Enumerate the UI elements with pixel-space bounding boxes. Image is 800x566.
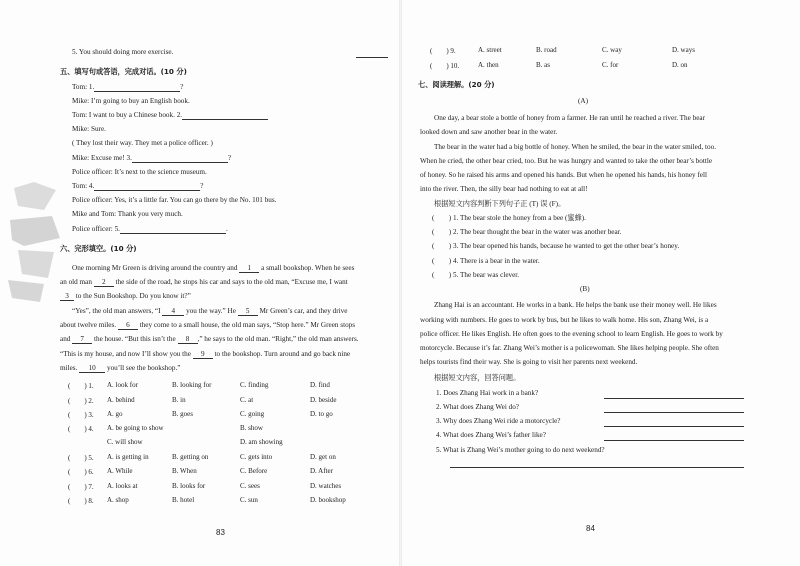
b-line-2: working with numbers. He goes to work by bus, but he likes to walk home. His son, Zhang Wei, is a — [420, 316, 709, 324]
b-line-1: Zhang Hai is an accountant. He works in a bank. He helps the bank use their money well. He likes — [434, 301, 717, 309]
option-row: ( ) 1. — [68, 382, 94, 390]
option-c[interactable]: C. sun — [240, 496, 258, 504]
tf-instruction: 根据短文内容判断下列句子正 (T) 误 (F)。 — [434, 200, 566, 208]
b-line-3: police officer. He likes English. He often goes to the evening school to learn English. He goes to work by — [420, 330, 723, 338]
passage-line-7: “This is my house, and now I’ll show you the 9 to the bookshop. Turn around and go back nine — [60, 350, 351, 358]
option-d[interactable]: D. get on — [310, 453, 336, 461]
option-a[interactable]: A. look for — [107, 381, 138, 389]
page-gutter — [399, 0, 402, 566]
option-row: ( ) 5. — [68, 454, 94, 462]
option-d[interactable]: D. find — [310, 381, 330, 389]
passage-line-3: 3 to the Sun Bookshop. Do you know it?” — [60, 292, 191, 301]
option-d[interactable]: D. After — [310, 467, 333, 475]
answer-line-3[interactable] — [604, 425, 744, 427]
option-a[interactable]: A. is getting in — [107, 453, 149, 461]
option-row: ( ) 10. — [430, 62, 460, 70]
option-c[interactable]: C. going — [240, 410, 265, 418]
option-c[interactable]: C. finding — [240, 381, 269, 389]
dialog-line-10: Mike and Tom: Thank you very much. — [72, 210, 183, 218]
option-row: ( ) 3. — [68, 411, 94, 419]
option-b[interactable]: B. goes — [172, 410, 193, 418]
passage-line-1: One morning Mr Green is driving around the country and 1 a small bookshop. When he sees — [72, 264, 355, 272]
answer-line-5[interactable] — [450, 466, 744, 468]
dialog-line-9: Police officer: Yes, it’s a little far. You can go there by the No. 101 bus. — [72, 196, 277, 204]
blank[interactable]: 2 — [94, 278, 114, 287]
a-line-2: looked down and saw another bear in the water. — [420, 128, 558, 136]
option-b[interactable]: B. in — [172, 396, 186, 404]
option-c[interactable]: C. will show — [107, 438, 143, 446]
dialog-line-8: Tom: 4. ? — [72, 182, 204, 190]
option-b[interactable]: B. road — [536, 46, 557, 54]
blank[interactable]: 1 — [239, 264, 259, 273]
page-number-left: 83 — [216, 528, 225, 537]
passage-line-4: “Yes”, the old man answers, “I 4 you the way.” He 5 Mr Green’s car, and they drive — [72, 307, 348, 315]
tf-item-1[interactable]: ( ) 1. The bear stole the honey from a bee (蜜蜂). — [432, 214, 586, 222]
option-c[interactable]: C. sees — [240, 482, 260, 490]
dialog-line-11: Police officer: 5. . — [72, 225, 228, 233]
tf-item-2[interactable]: ( ) 2. The bear thought the bear in the water was another bear. — [432, 228, 622, 236]
option-a[interactable]: A. behind — [107, 396, 135, 404]
blank[interactable]: 6 — [118, 321, 138, 330]
option-d[interactable]: D. beside — [310, 396, 337, 404]
question-1: 1. Does Zhang Hai work in a bank? — [436, 389, 539, 397]
passage-b-label: (B) — [580, 285, 590, 293]
option-a[interactable]: A. shop — [107, 496, 129, 504]
option-c[interactable]: C. way — [602, 46, 622, 54]
section-5-title: 五、填写句或答语，完成对话。(10 分) — [60, 67, 187, 76]
b-line-4: motorcycle. Because it’s far. Zhang Wei’s mother is a policewoman. She likes helping people. She often — [420, 344, 719, 352]
page-number-right: 84 — [586, 524, 595, 533]
blank[interactable]: 7 — [72, 335, 92, 344]
option-a[interactable]: A. then — [478, 61, 499, 69]
tf-item-4[interactable]: ( ) 4. There is a bear in the water. — [432, 257, 540, 265]
option-row: ( ) 6. — [68, 468, 94, 476]
option-a[interactable]: A. looks at — [107, 482, 138, 490]
a-line-4: When he cried, the other bear cried, too. But he was hungry and wanted to take the other bear’s bottle — [420, 157, 713, 165]
option-d[interactable]: D. to go — [310, 410, 333, 418]
passage-line-2: an old man 2 the side of the road, he stops his car and says to the old man, “Excuse me, I want — [60, 278, 348, 286]
option-d[interactable]: D. am showing — [240, 438, 283, 446]
option-b[interactable]: B. looking for — [172, 381, 212, 389]
option-row: ( ) 7. — [68, 483, 94, 491]
option-row: ( ) 8. — [68, 497, 94, 505]
dialog-line-7: Police officer: It’s next to the science museum. — [72, 168, 207, 176]
option-a[interactable]: A. While — [107, 467, 133, 475]
option-b[interactable]: B. as — [536, 61, 550, 69]
option-a[interactable]: A. be going to show — [107, 424, 164, 432]
option-b[interactable]: B. looks for — [172, 482, 206, 490]
answer-line-2[interactable] — [604, 411, 744, 413]
a-line-1: One day, a bear stole a bottle of honey from a farmer. He ran until he reached a river. The bear — [434, 114, 706, 122]
blank[interactable]: 4 — [162, 307, 184, 316]
blank[interactable]: 10 — [79, 364, 105, 373]
dialog-line-1: Tom: 1. ? — [72, 83, 184, 91]
section-6-title: 六、完形填空。(10 分) — [60, 244, 137, 253]
blank[interactable]: 5 — [238, 307, 258, 316]
option-d[interactable]: D. watches — [310, 482, 342, 490]
a-line-3: The bear in the water had a big bottle of honey. When he smiled, the bear in the water smiled, too. — [434, 143, 717, 151]
dialog-line-2: Mike: I’m going to buy an English book. — [72, 97, 190, 105]
passage-line-5: about twelve miles. 6 they come to a small house, the old man says, “Stop here.” Mr Green stops — [60, 321, 356, 329]
b-line-5: helps tourists find their way. She is going to visit her parents next weekend. — [420, 358, 638, 366]
option-a[interactable]: A. go — [107, 410, 123, 418]
dialog-line-3: Tom: I want to buy a Chinese book. 2. — [72, 111, 268, 120]
option-a[interactable]: A. street — [478, 46, 502, 54]
option-b[interactable]: B. When — [172, 467, 197, 475]
top-item: 5. You should doing more exercise. — [72, 48, 174, 56]
dialog-line-4: Mike: Sure. — [72, 125, 106, 133]
option-row: ( ) 4. — [68, 425, 94, 433]
blank-1[interactable] — [94, 83, 180, 92]
blank-4[interactable] — [94, 182, 200, 191]
option-d[interactable]: D. bookshop — [310, 496, 346, 504]
passage-line-6: and 7 the house. “But this isn’t the 8 ,” he says to the old man. “Right,” the old man answers. — [60, 335, 359, 343]
tf-item-3[interactable]: ( ) 3. The bear opened his hands, because he wanted to get the other bear’s honey. — [432, 242, 680, 250]
option-d[interactable]: D. ways — [672, 46, 695, 54]
dialog-line-6: Mike: Excuse me! 3. ? — [72, 154, 232, 162]
option-b[interactable]: B. getting on — [172, 453, 209, 461]
blank-3[interactable] — [132, 154, 228, 163]
section-7-title: 七、阅读理解。(20 分) — [418, 80, 495, 89]
option-c[interactable]: C. at — [240, 396, 254, 404]
option-d[interactable]: D. on — [672, 61, 688, 69]
question-3: 3. Why does Zhang Wei ride a motorcycle? — [436, 417, 561, 425]
option-c[interactable]: C. gets into — [240, 453, 273, 461]
a-line-5: of honey. So he raised his arms and opened his hands. But when he opened his hands, his honey fell — [420, 171, 707, 179]
blank[interactable]: 9 — [193, 350, 213, 359]
question-5: 5. What is Zhang Wei’s mother going to do next weekend? — [436, 446, 605, 454]
option-c[interactable]: C. for — [602, 61, 619, 69]
dialog-line-5: ( They lost their way. They met a police officer. ) — [72, 139, 213, 147]
blank[interactable]: 8 — [178, 335, 198, 344]
option-c[interactable]: C. Before — [240, 467, 268, 475]
answer-line-1[interactable] — [604, 397, 744, 399]
option-row: ( ) 9. — [430, 47, 456, 55]
option-b[interactable]: B. hotel — [172, 496, 195, 504]
blank-2[interactable] — [182, 111, 268, 120]
option-b[interactable]: B. show — [240, 424, 263, 432]
q-instruction: 根据短文内容，回答问题。 — [434, 374, 521, 382]
answer-line-4[interactable] — [604, 439, 744, 441]
faded-stamp-icon — [4, 180, 66, 305]
answer-line[interactable] — [356, 56, 388, 58]
option-row: ( ) 2. — [68, 397, 94, 405]
question-2: 2. What does Zhang Wei do? — [436, 403, 519, 411]
question-4: 4. What does Zhang Wei’s father like? — [436, 431, 546, 439]
passage-line-8: miles. 10 you’ll see the bookshop.” — [60, 364, 181, 372]
blank-5[interactable] — [120, 225, 226, 234]
blank[interactable]: 3 — [60, 292, 74, 301]
tf-item-5[interactable]: ( ) 5. The bear was clever. — [432, 271, 520, 279]
passage-a-label: (A) — [578, 97, 588, 105]
a-line-6: into the river. Then, the silly bear had nothing to eat at all! — [420, 185, 588, 193]
